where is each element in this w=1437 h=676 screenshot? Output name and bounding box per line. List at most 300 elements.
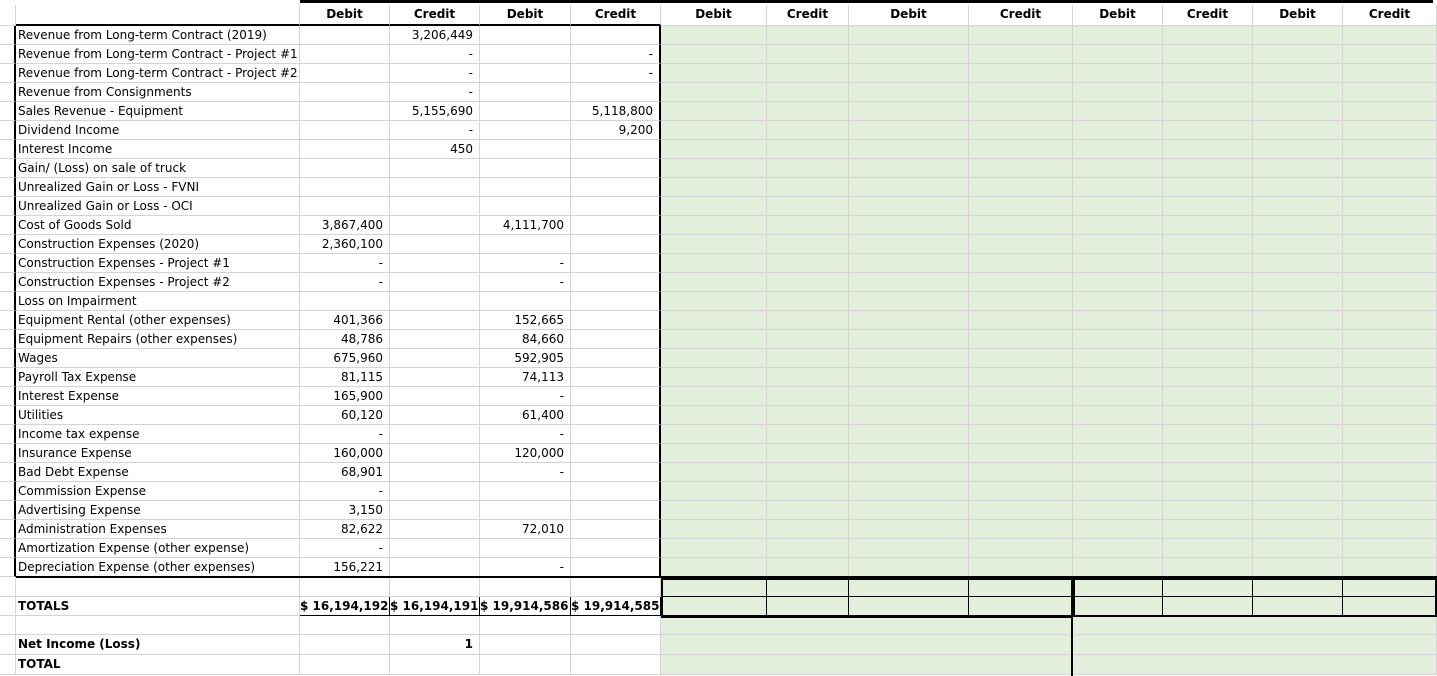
worksheet-cell[interactable] <box>661 273 767 292</box>
amount-cell[interactable] <box>300 197 390 216</box>
row-gutter[interactable] <box>0 45 16 64</box>
worksheet-cell[interactable] <box>1343 83 1437 102</box>
worksheet-cell[interactable] <box>849 558 969 577</box>
worksheet-cell[interactable] <box>661 539 767 558</box>
worksheet-cell[interactable] <box>661 387 767 406</box>
row-gutter[interactable] <box>0 330 16 349</box>
worksheet-cell[interactable] <box>661 45 767 64</box>
account-name[interactable]: Revenue from Long-term Contract (2019) <box>16 26 300 45</box>
worksheet-cell[interactable] <box>1343 102 1437 121</box>
worksheet-cell[interactable] <box>1163 463 1253 482</box>
account-name[interactable]: Dividend Income <box>16 121 300 140</box>
amount-cell[interactable]: 48,786 <box>300 330 390 349</box>
amount-cell[interactable] <box>571 387 661 406</box>
worksheet-cell[interactable] <box>969 520 1073 539</box>
row-gutter[interactable] <box>0 558 16 577</box>
amount-cell[interactable] <box>571 330 661 349</box>
column-header-debit[interactable]: Debit <box>480 5 571 26</box>
worksheet-cell[interactable] <box>849 482 969 501</box>
worksheet-cell[interactable] <box>969 387 1073 406</box>
amount-cell[interactable] <box>300 292 390 311</box>
worksheet-cell[interactable] <box>767 26 849 45</box>
amount-cell[interactable] <box>300 64 390 83</box>
worksheet-cell[interactable] <box>1163 292 1253 311</box>
worksheet-cell[interactable] <box>1073 387 1163 406</box>
worksheet-cell[interactable] <box>969 539 1073 558</box>
worksheet-cell[interactable] <box>1163 425 1253 444</box>
worksheet-cell[interactable] <box>969 102 1073 121</box>
account-name[interactable]: Unrealized Gain or Loss - FVNI <box>16 178 300 197</box>
worksheet-cell[interactable] <box>767 425 849 444</box>
amount-cell[interactable]: 4,111,700 <box>480 216 571 235</box>
worksheet-cell[interactable] <box>1343 368 1437 387</box>
row-gutter[interactable] <box>0 635 16 655</box>
worksheet-cell[interactable] <box>849 368 969 387</box>
column-header-debit[interactable]: Debit <box>661 5 767 26</box>
amount-cell[interactable] <box>571 558 661 577</box>
totals-label[interactable]: TOTALS <box>16 597 300 616</box>
worksheet-cell[interactable] <box>1073 406 1163 425</box>
worksheet-cell[interactable] <box>1253 482 1343 501</box>
worksheet-cell[interactable] <box>1073 83 1163 102</box>
worksheet-cell[interactable] <box>767 197 849 216</box>
account-name[interactable]: Commission Expense <box>16 482 300 501</box>
worksheet-cell[interactable] <box>1163 64 1253 83</box>
worksheet-cell[interactable] <box>1163 254 1253 273</box>
amount-cell[interactable]: - <box>300 482 390 501</box>
account-name[interactable]: Bad Debt Expense <box>16 463 300 482</box>
blank-cell[interactable] <box>300 635 390 655</box>
worksheet-cell[interactable] <box>1163 387 1253 406</box>
row-gutter[interactable] <box>0 655 16 675</box>
row-gutter[interactable] <box>0 26 16 45</box>
amount-cell[interactable]: - <box>480 425 571 444</box>
amount-cell[interactable] <box>390 463 480 482</box>
blank-cell[interactable] <box>300 616 390 635</box>
worksheet-cell[interactable] <box>969 197 1073 216</box>
account-name[interactable]: Loss on Impairment <box>16 292 300 311</box>
worksheet-cell[interactable] <box>1163 235 1253 254</box>
worksheet-cell[interactable] <box>1163 482 1253 501</box>
worksheet-cell[interactable] <box>1163 349 1253 368</box>
amount-cell[interactable]: - <box>390 121 480 140</box>
worksheet-cell[interactable] <box>1343 539 1437 558</box>
worksheet-cell[interactable] <box>1073 216 1163 235</box>
worksheet-cell[interactable] <box>661 254 767 273</box>
worksheet-cell[interactable] <box>969 26 1073 45</box>
amount-cell[interactable] <box>390 406 480 425</box>
worksheet-cell[interactable] <box>969 406 1073 425</box>
worksheet-cell[interactable] <box>767 216 849 235</box>
worksheet-cell[interactable] <box>1343 216 1437 235</box>
worksheet-cell[interactable] <box>1253 197 1343 216</box>
worksheet-cell[interactable] <box>767 539 849 558</box>
worksheet-cell[interactable] <box>969 83 1073 102</box>
amount-cell[interactable]: 61,400 <box>480 406 571 425</box>
worksheet-cell[interactable] <box>1073 444 1163 463</box>
amount-cell[interactable]: - <box>571 45 661 64</box>
worksheet-cell[interactable] <box>1253 387 1343 406</box>
worksheet-cell[interactable] <box>849 330 969 349</box>
worksheet-cell[interactable] <box>1343 26 1437 45</box>
blank-cell[interactable] <box>390 616 480 635</box>
amount-cell[interactable]: 82,622 <box>300 520 390 539</box>
amount-cell[interactable] <box>480 482 571 501</box>
worksheet-cell[interactable] <box>1163 273 1253 292</box>
worksheet-cell[interactable] <box>661 83 767 102</box>
row-gutter[interactable] <box>0 425 16 444</box>
amount-cell[interactable] <box>480 26 571 45</box>
column-header-debit[interactable]: Debit <box>300 5 390 26</box>
worksheet-cell[interactable] <box>969 292 1073 311</box>
blank-cell[interactable] <box>480 578 571 597</box>
amount-cell[interactable]: 152,665 <box>480 311 571 330</box>
amount-cell[interactable] <box>300 83 390 102</box>
worksheet-cell[interactable] <box>1253 102 1343 121</box>
amount-cell[interactable] <box>480 140 571 159</box>
worksheet-cell[interactable] <box>849 406 969 425</box>
worksheet-cell[interactable] <box>661 235 767 254</box>
worksheet-cell[interactable] <box>1343 197 1437 216</box>
worksheet-cell[interactable] <box>1343 121 1437 140</box>
worksheet-cell[interactable] <box>1343 254 1437 273</box>
blank-cell[interactable] <box>480 635 571 655</box>
worksheet-cell[interactable] <box>1163 102 1253 121</box>
row-gutter[interactable] <box>0 235 16 254</box>
worksheet-cell[interactable] <box>1163 539 1253 558</box>
worksheet-cell[interactable] <box>1253 254 1343 273</box>
amount-cell[interactable] <box>390 311 480 330</box>
amount-cell[interactable]: 9,200 <box>571 121 661 140</box>
account-name[interactable]: Equipment Rental (other expenses) <box>16 311 300 330</box>
worksheet-cell[interactable] <box>661 197 767 216</box>
worksheet-cell[interactable] <box>767 444 849 463</box>
blank-cell[interactable] <box>571 635 661 655</box>
amount-cell[interactable]: - <box>300 273 390 292</box>
blank-cell[interactable] <box>571 616 661 635</box>
amount-cell[interactable] <box>390 235 480 254</box>
amount-cell[interactable]: - <box>390 64 480 83</box>
worksheet-cell[interactable] <box>1073 64 1163 83</box>
worksheet-cell[interactable] <box>1073 311 1163 330</box>
worksheet-cell[interactable] <box>1253 311 1343 330</box>
account-name[interactable]: Wages <box>16 349 300 368</box>
account-name[interactable]: Construction Expenses - Project #2 <box>16 273 300 292</box>
worksheet-cell[interactable] <box>661 121 767 140</box>
worksheet-cell[interactable] <box>1343 330 1437 349</box>
worksheet-cell[interactable] <box>969 45 1073 64</box>
worksheet-cell[interactable] <box>1163 178 1253 197</box>
row-gutter[interactable] <box>0 597 16 616</box>
worksheet-cell[interactable] <box>849 254 969 273</box>
amount-cell[interactable]: 3,206,449 <box>390 26 480 45</box>
worksheet-cell[interactable] <box>1073 330 1163 349</box>
worksheet-cell[interactable] <box>849 197 969 216</box>
worksheet-cell[interactable] <box>1163 558 1253 577</box>
row-gutter[interactable] <box>0 501 16 520</box>
worksheet-cell[interactable] <box>1343 406 1437 425</box>
amount-cell[interactable] <box>571 292 661 311</box>
net-income-amount[interactable]: 1 <box>390 635 480 655</box>
account-name[interactable]: Unrealized Gain or Loss - OCI <box>16 197 300 216</box>
worksheet-cell[interactable] <box>1253 444 1343 463</box>
row-gutter[interactable] <box>0 482 16 501</box>
worksheet-cell[interactable] <box>1253 463 1343 482</box>
column-header-credit[interactable]: Credit <box>571 5 661 26</box>
row-gutter[interactable] <box>0 254 16 273</box>
worksheet-cell[interactable] <box>661 349 767 368</box>
worksheet-cell[interactable] <box>767 349 849 368</box>
row-gutter[interactable] <box>0 159 16 178</box>
worksheet-cell[interactable] <box>767 501 849 520</box>
worksheet-cell[interactable] <box>767 558 849 577</box>
amount-cell[interactable] <box>571 178 661 197</box>
worksheet-cell[interactable] <box>969 368 1073 387</box>
worksheet-cell[interactable] <box>1253 558 1343 577</box>
worksheet-cell[interactable] <box>849 159 969 178</box>
worksheet-cell[interactable] <box>661 330 767 349</box>
worksheet-cell[interactable] <box>849 26 969 45</box>
row-header[interactable] <box>0 5 16 26</box>
worksheet-cell[interactable] <box>969 216 1073 235</box>
amount-cell[interactable] <box>300 121 390 140</box>
row-gutter[interactable] <box>0 140 16 159</box>
worksheet-cell[interactable] <box>1343 558 1437 577</box>
amount-cell[interactable] <box>571 83 661 102</box>
worksheet-cell[interactable] <box>849 121 969 140</box>
worksheet-cell[interactable] <box>1073 45 1163 64</box>
worksheet-cell[interactable] <box>1253 292 1343 311</box>
account-name[interactable]: Insurance Expense <box>16 444 300 463</box>
amount-cell[interactable] <box>390 425 480 444</box>
worksheet-cell[interactable] <box>767 83 849 102</box>
amount-cell[interactable] <box>390 197 480 216</box>
totals-amount[interactable]: $ 16,194,192 <box>300 597 390 616</box>
amount-cell[interactable] <box>571 368 661 387</box>
amount-cell[interactable] <box>390 273 480 292</box>
account-name[interactable]: Interest Income <box>16 140 300 159</box>
amount-cell[interactable]: - <box>390 45 480 64</box>
amount-cell[interactable] <box>480 235 571 254</box>
totals-amount[interactable]: $ 19,914,586 <box>480 597 571 616</box>
amount-cell[interactable]: 84,660 <box>480 330 571 349</box>
worksheet-cell[interactable] <box>849 235 969 254</box>
row-gutter[interactable] <box>0 292 16 311</box>
row-gutter[interactable] <box>0 444 16 463</box>
worksheet-cell[interactable] <box>767 368 849 387</box>
worksheet-cell[interactable] <box>1163 216 1253 235</box>
worksheet-cell[interactable] <box>1073 482 1163 501</box>
column-header-credit[interactable]: Credit <box>969 5 1073 26</box>
row-gutter[interactable] <box>0 368 16 387</box>
worksheet-cell[interactable] <box>767 330 849 349</box>
amount-cell[interactable] <box>571 406 661 425</box>
worksheet-cell[interactable] <box>1163 121 1253 140</box>
worksheet-cell[interactable] <box>969 140 1073 159</box>
worksheet-cell[interactable] <box>1253 140 1343 159</box>
account-name[interactable]: Income tax expense <box>16 425 300 444</box>
worksheet-cell[interactable] <box>661 140 767 159</box>
amount-cell[interactable] <box>390 482 480 501</box>
worksheet-cell[interactable] <box>1163 311 1253 330</box>
amount-cell[interactable] <box>390 178 480 197</box>
worksheet-cell[interactable] <box>1073 349 1163 368</box>
amount-cell[interactable] <box>480 539 571 558</box>
worksheet-cell[interactable] <box>1253 273 1343 292</box>
worksheet-cell[interactable] <box>969 178 1073 197</box>
amount-cell[interactable] <box>480 45 571 64</box>
worksheet-cell[interactable] <box>1343 387 1437 406</box>
account-name[interactable]: Construction Expenses - Project #1 <box>16 254 300 273</box>
worksheet-cell[interactable] <box>767 235 849 254</box>
amount-cell[interactable]: - <box>480 387 571 406</box>
worksheet-cell[interactable] <box>849 501 969 520</box>
account-header[interactable] <box>16 5 300 26</box>
worksheet-cell[interactable] <box>1253 121 1343 140</box>
worksheet-cell[interactable] <box>1253 349 1343 368</box>
amount-cell[interactable]: 81,115 <box>300 368 390 387</box>
row-gutter[interactable] <box>0 520 16 539</box>
amount-cell[interactable] <box>300 26 390 45</box>
row-gutter[interactable] <box>0 64 16 83</box>
worksheet-cell[interactable] <box>1253 406 1343 425</box>
amount-cell[interactable] <box>571 273 661 292</box>
account-name[interactable]: Administration Expenses <box>16 520 300 539</box>
amount-cell[interactable] <box>571 26 661 45</box>
worksheet-cell[interactable] <box>969 311 1073 330</box>
row-gutter[interactable] <box>0 406 16 425</box>
amount-cell[interactable]: 5,118,800 <box>571 102 661 121</box>
worksheet-cell[interactable] <box>1343 45 1437 64</box>
amount-cell[interactable] <box>480 292 571 311</box>
amount-cell[interactable]: - <box>300 254 390 273</box>
amount-cell[interactable]: 675,960 <box>300 349 390 368</box>
account-name[interactable]: Interest Expense <box>16 387 300 406</box>
amount-cell[interactable]: 160,000 <box>300 444 390 463</box>
worksheet-cell[interactable] <box>1073 292 1163 311</box>
worksheet-cell[interactable] <box>767 64 849 83</box>
amount-cell[interactable] <box>480 197 571 216</box>
worksheet-cell[interactable] <box>849 387 969 406</box>
worksheet-cell[interactable] <box>849 444 969 463</box>
worksheet-cell[interactable] <box>1343 273 1437 292</box>
amount-cell[interactable] <box>390 216 480 235</box>
worksheet-cell[interactable] <box>1253 539 1343 558</box>
worksheet-cell[interactable] <box>1073 197 1163 216</box>
blank-cell[interactable] <box>0 578 16 597</box>
worksheet-cell[interactable] <box>767 292 849 311</box>
account-name[interactable]: Sales Revenue - Equipment <box>16 102 300 121</box>
column-header-credit[interactable]: Credit <box>390 5 480 26</box>
account-name[interactable]: Amortization Expense (other expense) <box>16 539 300 558</box>
worksheet-cell[interactable] <box>1253 368 1343 387</box>
worksheet-cell[interactable] <box>661 558 767 577</box>
worksheet-cell[interactable] <box>969 121 1073 140</box>
worksheet-cell[interactable] <box>969 444 1073 463</box>
worksheet-cell[interactable] <box>767 159 849 178</box>
amount-cell[interactable] <box>480 159 571 178</box>
worksheet-cell[interactable] <box>1253 501 1343 520</box>
worksheet-cell[interactable] <box>1253 425 1343 444</box>
worksheet-cell[interactable] <box>767 387 849 406</box>
worksheet-cell[interactable] <box>1073 121 1163 140</box>
row-gutter[interactable] <box>0 197 16 216</box>
row-gutter[interactable] <box>0 102 16 121</box>
worksheet-cell[interactable] <box>1073 501 1163 520</box>
blank-cell[interactable] <box>16 578 300 597</box>
amount-cell[interactable]: - <box>480 273 571 292</box>
worksheet-cell[interactable] <box>969 501 1073 520</box>
worksheet-cell[interactable] <box>661 64 767 83</box>
worksheet-cell[interactable] <box>661 159 767 178</box>
row-gutter[interactable] <box>0 216 16 235</box>
worksheet-cell[interactable] <box>1073 159 1163 178</box>
amount-cell[interactable]: 3,150 <box>300 501 390 520</box>
worksheet-cell[interactable] <box>661 102 767 121</box>
worksheet-cell[interactable] <box>849 292 969 311</box>
amount-cell[interactable]: 592,905 <box>480 349 571 368</box>
amount-cell[interactable] <box>571 140 661 159</box>
worksheet-cell[interactable] <box>1163 83 1253 102</box>
amount-cell[interactable] <box>390 520 480 539</box>
amount-cell[interactable]: - <box>300 539 390 558</box>
amount-cell[interactable]: 74,113 <box>480 368 571 387</box>
worksheet-cell[interactable] <box>1343 482 1437 501</box>
worksheet-cell[interactable] <box>969 558 1073 577</box>
amount-cell[interactable] <box>390 444 480 463</box>
worksheet-cell[interactable] <box>1343 520 1437 539</box>
worksheet-cell[interactable] <box>969 235 1073 254</box>
worksheet-cell[interactable] <box>969 330 1073 349</box>
amount-cell[interactable]: 156,221 <box>300 558 390 577</box>
worksheet-cell[interactable] <box>661 444 767 463</box>
column-header-debit[interactable]: Debit <box>849 5 969 26</box>
worksheet-cell[interactable] <box>767 121 849 140</box>
worksheet-cell[interactable] <box>661 501 767 520</box>
worksheet-cell[interactable] <box>1253 45 1343 64</box>
column-header-credit[interactable]: Credit <box>1343 5 1437 26</box>
worksheet-cell[interactable] <box>969 463 1073 482</box>
worksheet-cell[interactable] <box>767 463 849 482</box>
blank-cell[interactable] <box>480 616 571 635</box>
blank-cell[interactable] <box>300 578 390 597</box>
account-name[interactable]: Advertising Expense <box>16 501 300 520</box>
blank-cell[interactable] <box>571 578 661 597</box>
amount-cell[interactable] <box>480 178 571 197</box>
worksheet-cell[interactable] <box>1163 330 1253 349</box>
column-header-debit[interactable]: Debit <box>1253 5 1343 26</box>
worksheet-cell[interactable] <box>767 45 849 64</box>
account-name[interactable]: Payroll Tax Expense <box>16 368 300 387</box>
worksheet-cell[interactable] <box>849 102 969 121</box>
worksheet-cell[interactable] <box>767 254 849 273</box>
worksheet-cell[interactable] <box>1253 26 1343 45</box>
worksheet-cell[interactable] <box>661 425 767 444</box>
worksheet-cell[interactable] <box>849 216 969 235</box>
amount-cell[interactable]: 401,366 <box>300 311 390 330</box>
account-name[interactable]: Construction Expenses (2020) <box>16 235 300 254</box>
amount-cell[interactable] <box>390 254 480 273</box>
amount-cell[interactable]: 60,120 <box>300 406 390 425</box>
amount-cell[interactable] <box>390 501 480 520</box>
worksheet-cell[interactable] <box>1073 140 1163 159</box>
worksheet-cell[interactable] <box>1163 45 1253 64</box>
row-gutter[interactable] <box>0 83 16 102</box>
worksheet-cell[interactable] <box>1343 159 1437 178</box>
amount-cell[interactable]: 72,010 <box>480 520 571 539</box>
amount-cell[interactable] <box>390 349 480 368</box>
worksheet-cell[interactable] <box>849 425 969 444</box>
